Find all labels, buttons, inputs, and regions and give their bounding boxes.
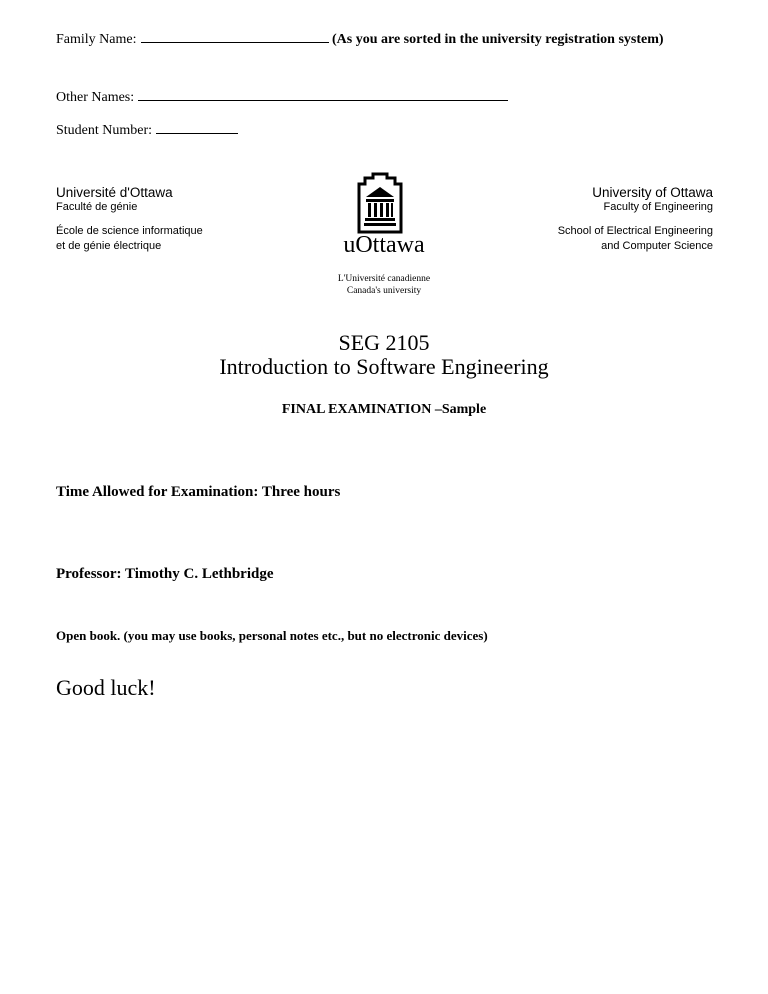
logo-tagline bbox=[0, 273, 768, 297]
course-heading bbox=[0, 331, 768, 379]
faculty-fr: Faculté de génie bbox=[56, 201, 138, 213]
student-number-row bbox=[56, 121, 238, 139]
exam-type: FINAL EXAMINATION –Sample bbox=[281, 402, 487, 417]
exam-rules: Open book. (you may use books, personal notes etc., but no electronic devices) bbox=[56, 628, 488, 643]
closing-message: Good luck! bbox=[56, 675, 156, 700]
family-name-row bbox=[56, 30, 664, 48]
other-names-row bbox=[56, 88, 508, 106]
course-title: Introduction to Software Engineering bbox=[219, 354, 549, 379]
family-name-label: Family Name: bbox=[56, 32, 137, 47]
faculty-en: Faculty of Engineering bbox=[603, 201, 713, 213]
other-names-field[interactable] bbox=[138, 88, 508, 101]
school-fr-2: et de génie électrique bbox=[56, 240, 162, 252]
time-allowed: Time Allowed for Examination: Three hours bbox=[56, 484, 341, 500]
student-number-label: Student Number: bbox=[56, 123, 153, 138]
tagline-en: Canada's university bbox=[346, 286, 422, 296]
school-en-2: and Computer Science bbox=[601, 240, 713, 252]
family-name-field[interactable] bbox=[141, 30, 329, 43]
other-names-label: Other Names: bbox=[56, 90, 135, 105]
family-name-note: (As you are sorted in the university registration system) bbox=[332, 32, 664, 47]
university-en: University of Ottawa bbox=[592, 185, 713, 200]
professor: Professor: Timothy C. Lethbridge bbox=[56, 566, 274, 582]
course-code: SEG 2105 bbox=[338, 330, 430, 355]
university-fr: Université d'Ottawa bbox=[56, 185, 173, 200]
uottawa-wordmark: uOttawa bbox=[343, 232, 425, 258]
uottawa-building-icon bbox=[356, 172, 404, 234]
school-en-1: School of Electrical Engineering bbox=[557, 225, 713, 237]
tagline-fr: L'Université canadienne bbox=[337, 274, 431, 284]
student-number-field[interactable] bbox=[156, 121, 238, 134]
school-fr-1: École de science informatique bbox=[56, 225, 203, 237]
